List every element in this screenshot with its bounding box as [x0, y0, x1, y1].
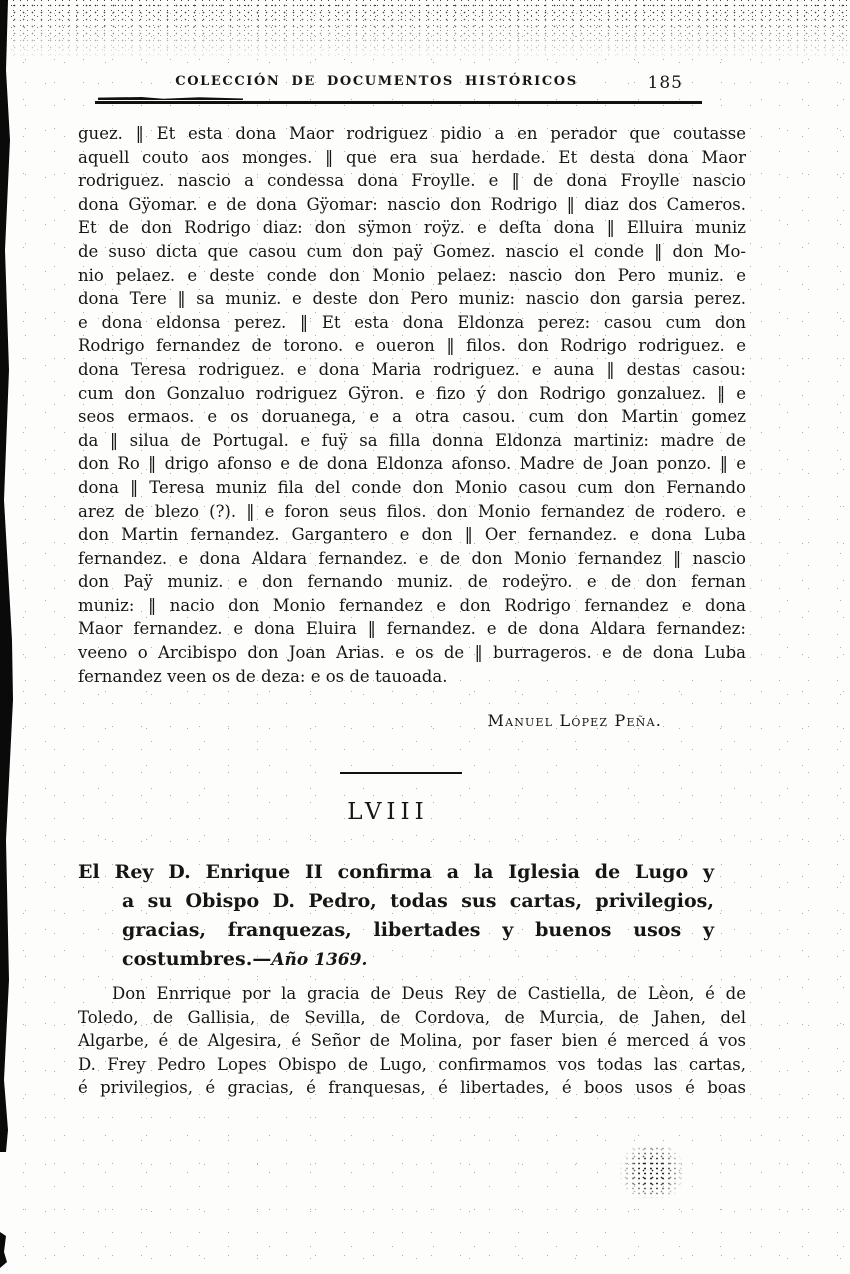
- charter-paragraph: [78, 982, 746, 1100]
- text-line: dona Tere ‖ sa muniz. e deste don Pero muniz: nascio don garsia perez.: [78, 289, 746, 309]
- text-line: cum don Gonzaluo rodriguez Gÿron. e fizo ý don Rodrigo gonzaluez. ‖ e: [78, 383, 746, 403]
- heading-last-text: costumbres.—: [122, 948, 272, 970]
- heading-lines: [78, 858, 714, 945]
- text-line: Don Enrrique por la gracia de Deus Rey de Castiella, de Lèon, é de: [112, 984, 746, 1003]
- text-line: fernandez veen os de deza: e os de tauoada.: [78, 666, 448, 686]
- text-line: Toledo, de Gallisia, de Sevilla, de Cordova, de Murcia, de Jahen, del: [78, 1007, 746, 1027]
- text-line: muniz: ‖ nacio don Monio fernandez e don Rodrigo fernandez e dona: [78, 595, 746, 615]
- heading-date: Año 1369.: [271, 950, 368, 970]
- ink-smudge: [612, 1146, 692, 1198]
- document-heading: [78, 858, 714, 975]
- page-number: 185: [647, 73, 683, 93]
- running-head-title: COLECCIÓN DE DOCUMENTOS HISTÓRICOS: [175, 74, 578, 89]
- text-line: don Paÿ muniz. e don fernando muniz. de rodeÿro. e de don fernan: [78, 572, 746, 592]
- text-line: D. Frey Pedro Lopes Obispo de Lugo, confirmamos vos todas las cartas,: [78, 1054, 746, 1074]
- text-line: Maor fernandez. e dona Eluira ‖ fernandez. e de dona Aldara fernandez:: [78, 619, 746, 639]
- text-line: nio pelaez. e deste conde don Monio pelaez: nascio don Pero muniz. e: [78, 265, 746, 285]
- text-line: dona Teresa rodriguez. e dona Maria rodriguez. e auna ‖ destas casou:: [78, 359, 746, 379]
- text-line: fernandez. e dona Aldara fernandez. e de don Monio fernandez ‖ nascio: [78, 548, 746, 568]
- text-line: don Martin fernandez. Gargantero e don ‖ Oer fernandez. e dona Luba: [78, 525, 746, 545]
- running-head: [78, 74, 745, 96]
- text-line: Et de don Rodrigo diaz: don sÿmon roÿz. e deſta dona ‖ Elluira muniz: [78, 218, 746, 238]
- text-line: aquell couto aos monges. ‖ que era sua herdade. Et desta dona Maor: [78, 147, 746, 167]
- section-number: LVIII: [347, 799, 429, 825]
- scan-edge-shadow: [0, 0, 13, 1152]
- genealogy-paragraph: [78, 122, 746, 688]
- text-line: El Rey D. Enrique II confirma a la Iglesia de Lugo y: [78, 861, 714, 883]
- text-line: arez de blezo (?). ‖ e foron seus filos. don Monio fernandez de rodero. e: [78, 501, 746, 521]
- scan-noise-band: [0, 0, 850, 62]
- scan-edge-mark: [0, 1232, 7, 1268]
- text-line: veeno o Arcibispo don Joan Arias. e os de ‖ burrageros. e de dona Luba: [78, 643, 746, 663]
- text-line: é privilegios, é gracias, é franquesas, é libertades, é boos usos é boas: [78, 1078, 746, 1098]
- text-line: dona Gÿomar. e de dona Gÿomar: nascio don Rodrigo ‖ diaz dos Cameros.: [78, 194, 746, 214]
- text-line: Rodrigo fernandez de torono. e oueron ‖ filos. don Rodrigo rodriguez. e: [78, 336, 746, 356]
- section-divider-rule: [340, 772, 462, 774]
- header-rule: [95, 101, 702, 104]
- text-line: don Ro ‖ drigo afonso e de dona Eldonza afonso. Madre de Joan ponzo. ‖ e: [78, 454, 746, 474]
- editor-signature: Manuel López Peña.: [487, 711, 662, 730]
- heading-last-line: [122, 945, 714, 975]
- text-line: guez. ‖ Et esta dona Maor rodriguez pidio a en perador que coutasse: [78, 124, 746, 143]
- text-line: gracias, franquezas, libertades y buenos usos y: [122, 919, 714, 941]
- text-line: e dona eldonsa perez. ‖ Et esta dona Eldonza perez: casou cum don: [78, 312, 746, 332]
- header-rule-fragment: [98, 97, 243, 100]
- text-line: a su Obispo D. Pedro, todas sus cartas, privilegios,: [122, 890, 714, 912]
- text-line: de suso dicta que casou cum don paÿ Gomez. nascio el conde ‖ don Mo-: [78, 241, 746, 261]
- text-line: da ‖ silua de Portugal. e fuÿ sa filla donna Eldonza martiniz: madre de: [78, 430, 746, 450]
- text-line: dona ‖ Teresa muniz fila del conde don Monio casou cum don Fernando: [78, 477, 746, 497]
- text-line: Algarbe, é de Algesira, é Señor de Molina, por faser bien é merced á vos: [78, 1031, 746, 1051]
- text-line: rodriguez. nascio a condessa dona Froylle. e ‖ de dona Froylle nascio: [78, 171, 746, 191]
- text-line: seos ermaos. e os doruanega, e a otra casou. cum don Martin gomez: [78, 407, 746, 427]
